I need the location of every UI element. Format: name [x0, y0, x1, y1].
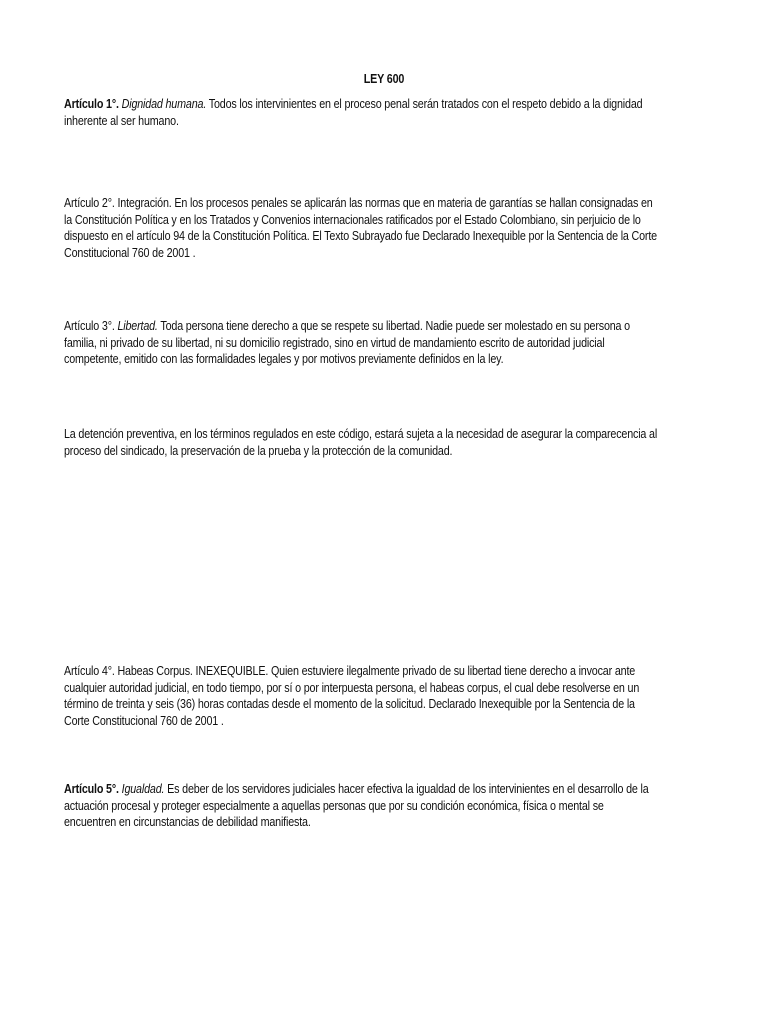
- article-5-text: Es deber de los servidores judiciales hacer efectiva la igualdad de los intervinientes en el desarrollo de la actuación procesal y proteger especialmente a aquellas personas que por su condición económica, física o mental se encuentren en circunstancias de debilidad manifiesta.: [64, 782, 649, 829]
- article-1-heading: Dignidad humana.: [121, 97, 207, 111]
- article-3-heading: Libertad.: [117, 319, 158, 333]
- article-3-paragraph-2-text: La detención preventiva, en los términos regulados en este código, estará sujeta a la necesidad de asegurar la comparecencia al proceso del sindicado, la preservación de la prueba y la protección de la comunidad.: [64, 427, 658, 458]
- article-1: [64, 96, 657, 129]
- article-1-label: Artículo 1°.: [64, 97, 119, 111]
- article-4-label: Artículo 4°.: [64, 664, 115, 678]
- article-2: [64, 195, 657, 261]
- article-4: [64, 663, 657, 729]
- document-title: LEY 600: [363, 72, 405, 86]
- article-3-label: Artículo 3°.: [64, 319, 115, 333]
- article-5-label: Artículo 5°.: [64, 782, 119, 796]
- article-3-paragraph-2: [64, 426, 657, 459]
- article-4-text: INEXEQUIBLE. Quien estuviere ilegalmente privado de su libertad tiene derecho a invocar ante cualquier autoridad judicial, en todo tiempo, por sí o por interpuesta persona, el habeas corpus, el cual debe resolverse en un término de treinta y seis (36) horas contadas desde el momento de la solicitud. Declarado Inexequible por la Sentencia de la Corte Constitucional 760 de 2001 .: [64, 664, 640, 728]
- article-5: [64, 781, 657, 831]
- article-4-heading: Habeas Corpus.: [117, 664, 193, 678]
- article-2-text: En los procesos penales se aplicarán las normas que en materia de garantías se hallan consignadas en la Constitución Política y en los Tratados y Convenios internacionales ratificados por el Estado Colombiano, sin perjuicio de lo dispuesto en el artículo 94 de la Constitución Política. El Texto Subrayado fue Declarado Inexequible por la Sentencia de la Corte Constitucional 760 de 2001 .: [64, 196, 657, 260]
- article-3-text: Toda persona tiene derecho a que se respete su libertad. Nadie puede ser molestado en su persona o familia, ni privado de su libertad, ni su domicilio registrado, sino en virtud de mandamiento escrito de autoridad judicial competente, emitido con las formalidades legales y por motivos previamente definidos en la ley.: [64, 319, 630, 366]
- article-2-heading: Integración.: [117, 196, 172, 210]
- article-5-heading: Igualdad.: [121, 782, 165, 796]
- article-1-text: Todos los intervinientes en el proceso penal serán tratados con el respeto debido a la dignidad inherente al ser humano.: [64, 97, 643, 128]
- article-3: [64, 318, 657, 368]
- article-2-label: Artículo 2°.: [64, 196, 115, 210]
